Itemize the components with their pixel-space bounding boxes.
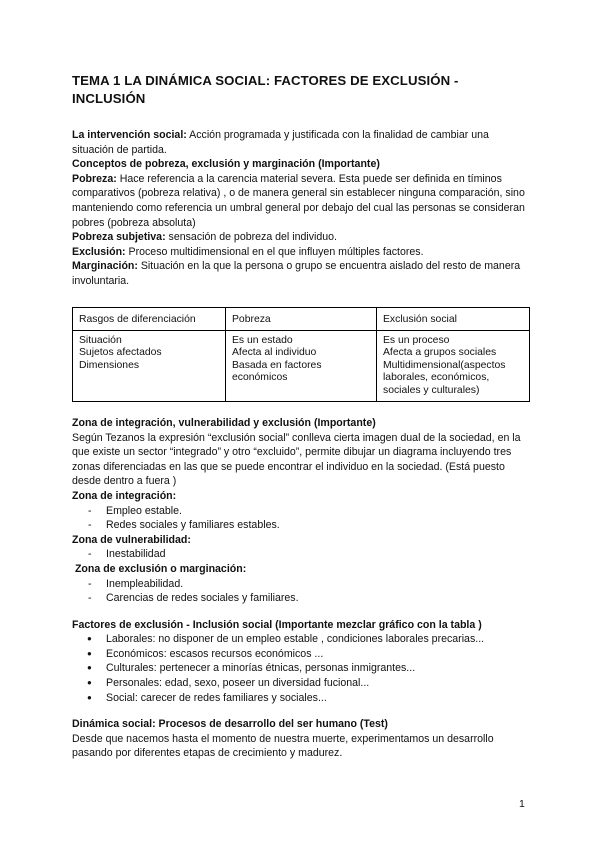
- dinamica-heading: Dinámica social: Procesos de desarrollo del ser humano (Test): [72, 718, 388, 731]
- list-item: ● Económicos: escasos recursos económicos ...: [86, 647, 530, 662]
- list-item: ● Social: carecer de redes familiares y sociales...: [86, 691, 530, 706]
- zonas-paragraph: Según Tezanos la expresión “exclusión social” conlleva cierta imagen dual de la sociedad, en la que existe un sector “integrado” y otro “excluido”, permite dibujar un diagrama incluyendo tres zonas diferenciadas en las que se puede encontrar el individuo en la sociedad. (Está puesto desde dentro a fuera ): [72, 431, 521, 488]
- list-item: - Redes sociales y familiares estables.: [86, 518, 530, 533]
- zona-exclusion-heading: Zona de exclusión o marginación:: [72, 562, 247, 575]
- zonas-heading: Zona de integración, vulnerabilidad y exclusión (Importante): [72, 416, 376, 429]
- list-item: - Inempleabilidad.: [86, 577, 530, 592]
- factores-list: [72, 632, 530, 705]
- factores-heading: Factores de exclusión - Inclusión social (Importante mezclar gráfico con la tabla ): [72, 618, 482, 631]
- table-row: [73, 330, 530, 401]
- table-header: Rasgos de diferenciación: [73, 307, 226, 330]
- list-item: - Carencias de redes sociales y familiares.: [86, 591, 530, 606]
- zona-vulnerabilidad-heading: Zona de vulnerabilidad:: [72, 533, 191, 546]
- concept-pobreza: Pobreza: Hace referencia a la carencia material severa. Esta puede ser definida en tíminos comparativos (pobreza relativa) , o de manera general sin establecer ninguna comparación, sino manteniendo como referencia un umbral general por debajo del cual las personas se consideran pobres (pobreza absoluta): [72, 172, 525, 229]
- page-number: 1: [519, 798, 525, 810]
- list-item: - Empleo estable.: [86, 504, 530, 519]
- intro-paragraph: [72, 128, 530, 157]
- dinamica-paragraph: Desde que nacemos hasta el momento de nuestra muerte, experimentamos un desarrollo pasando por diferentes etapas de crecimiento y madurez.: [72, 732, 494, 760]
- zona-vulnerabilidad-list: [72, 547, 530, 562]
- table-cell: Es un proceso Afecta a grupos sociales Multidimensional(aspectos laborales, económicos, sociales y culturales): [377, 330, 530, 401]
- zona-integracion-heading: Zona de integración:: [72, 489, 177, 502]
- table-header: Pobreza: [226, 307, 377, 330]
- def-intervencion: Acción programada y justificada con la finalidad de cambiar una situación de partida.: [72, 129, 489, 156]
- list-item: ● Personales: edad, sexo, poseer un diversidad fucional...: [86, 676, 530, 691]
- zona-integracion-list: [72, 504, 530, 533]
- page-title: TEMA 1 LA DINÁMICA SOCIAL: FACTORES DE EXCLUSIÓN - INCLUSIÓN: [72, 73, 459, 106]
- table-cell: Es un estado Afecta al individuo Basada en factores económicos: [226, 330, 377, 401]
- table-header: Exclusión social: [377, 307, 530, 330]
- term-intervencion: La intervención social:: [72, 129, 187, 141]
- list-item: - Inestabilidad: [86, 547, 530, 562]
- zona-exclusion-list: [72, 577, 530, 606]
- comparison-table: [72, 307, 530, 402]
- concept-exclusion: Exclusión: Proceso multidimensional en el que influyen múltiples factores.: [72, 245, 424, 258]
- concept-marginacion: Marginación: Situación en la que la persona o grupo se encuentra aislado del resto de manera involuntaria.: [72, 260, 521, 287]
- list-item: ● Laborales: no disponer de un empleo estable , condiciones laborales precarias...: [86, 632, 530, 647]
- table-cell: Situación Sujetos afectados Dimensiones: [73, 330, 226, 401]
- list-item: ● Culturales: pertenecer a minorías étnicas, personas inmigrantes...: [86, 661, 530, 676]
- concepts-heading: Conceptos de pobreza, exclusión y marginación (Importante): [72, 158, 380, 171]
- concept-pobreza-subjetiva: Pobreza subjetiva: sensación de pobreza del individuo.: [72, 231, 337, 244]
- document-page: [72, 72, 530, 761]
- table-header-row: [73, 307, 530, 330]
